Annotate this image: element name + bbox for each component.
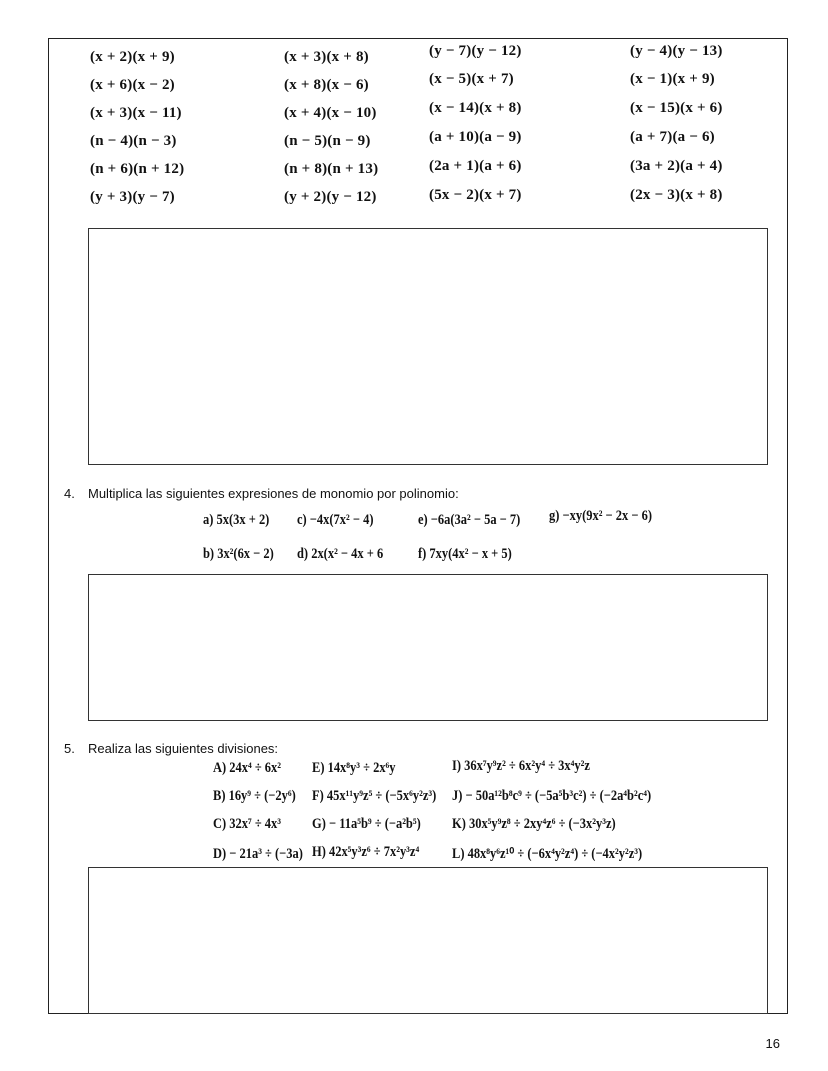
product-expression: (n − 4)(n − 3) xyxy=(90,133,177,149)
exercise-item: E) 14x⁸y³ ÷ 2x⁶y xyxy=(312,760,396,776)
exercise-item: F) 45x¹¹y⁹z⁵ ÷ (−5x⁶y²z³) xyxy=(312,788,437,804)
product-expression: (y − 4)(y − 13) xyxy=(630,43,723,59)
section-instruction: Multiplica las siguientes expresiones de monomio por polinomio: xyxy=(88,486,459,501)
product-expression: (x + 6)(x − 2) xyxy=(90,77,175,93)
product-expression: (5x − 2)(x + 7) xyxy=(429,187,522,203)
product-expression: (2a + 1)(a + 6) xyxy=(429,158,522,174)
product-expression: (2x − 3)(x + 8) xyxy=(630,187,723,203)
section-5-heading xyxy=(64,741,278,756)
exercise-item: f) 7xy(4x² − x + 5) xyxy=(418,546,512,562)
product-expression: (3a + 2)(a + 4) xyxy=(630,158,723,174)
exercise-item: L) 48x⁸y⁶z¹⁰ ÷ (−6x⁴y²z⁴) ÷ (−4x²y²z³) xyxy=(452,846,643,862)
product-expression: (x + 8)(x − 6) xyxy=(284,77,369,93)
page-number: 16 xyxy=(765,1036,780,1051)
product-expression: (n + 8)(n + 13) xyxy=(284,161,379,177)
product-expression: (x + 2)(x + 9) xyxy=(90,49,175,65)
exercise-item: H) 42x⁵y³z⁶ ÷ 7x²y³z⁴ xyxy=(312,844,420,860)
exercise-item: K) 30x⁵y⁹z⁸ ÷ 2xy⁴z⁶ ÷ (−3x²y³z) xyxy=(452,816,616,832)
product-expression: (x − 1)(x + 9) xyxy=(630,71,715,87)
product-expression: (y + 3)(y − 7) xyxy=(90,189,175,205)
exercise-item: C) 32x⁷ ÷ 4x³ xyxy=(213,816,282,832)
exercise-item: I) 36x⁷y⁹z² ÷ 6x²y⁴ ÷ 3x⁴y²z xyxy=(452,758,590,774)
exercise-item: a) 5x(3x + 2) xyxy=(203,512,270,528)
section-number: 5. xyxy=(64,741,75,756)
answer-box-products[interactable] xyxy=(88,228,768,465)
exercise-item: g) −xy(9x² − 2x − 6) xyxy=(549,508,652,524)
exercise-item: G) − 11a⁵b⁹ ÷ (−a²b⁵) xyxy=(312,816,421,832)
product-expression: (y − 7)(y − 12) xyxy=(429,43,522,59)
product-expression: (x − 5)(x + 7) xyxy=(429,71,514,87)
product-expression: (x − 15)(x + 6) xyxy=(630,100,723,116)
product-expression: (x + 3)(x + 8) xyxy=(284,49,369,65)
section-4-heading xyxy=(64,486,459,501)
exercise-item: A) 24x⁴ ÷ 6x² xyxy=(213,760,282,776)
product-expression: (x + 4)(x − 10) xyxy=(284,105,377,121)
product-expression: (x − 14)(x + 8) xyxy=(429,100,522,116)
section-instruction: Realiza las siguientes divisiones: xyxy=(88,741,279,756)
answer-box-section-5[interactable] xyxy=(88,867,768,1014)
exercise-item: b) 3x²(6x − 2) xyxy=(203,546,274,562)
product-expression: (n + 6)(n + 12) xyxy=(90,161,185,177)
exercise-item: B) 16y⁹ ÷ (−2y⁶) xyxy=(213,788,296,804)
exercise-item: e) −6a(3a² − 5a − 7) xyxy=(418,512,521,528)
exercise-item: d) 2x(x² − 4x + 6 xyxy=(297,546,384,562)
section-number: 4. xyxy=(64,486,75,501)
exercise-item: J) − 50a¹²b⁸c⁹ ÷ (−5a⁵b³c²) ÷ (−2a⁴b²c⁴) xyxy=(452,788,652,804)
product-expression: (a + 10)(a − 9) xyxy=(429,129,522,145)
exercise-item: D) − 21a³ ÷ (−3a) xyxy=(213,846,303,862)
product-expression: (a + 7)(a − 6) xyxy=(630,129,715,145)
product-expression: (y + 2)(y − 12) xyxy=(284,189,377,205)
answer-box-section-4[interactable] xyxy=(88,574,768,721)
exercise-item: c) −4x(7x² − 4) xyxy=(297,512,374,528)
product-expression: (x + 3)(x − 11) xyxy=(90,105,182,121)
product-expression: (n − 5)(n − 9) xyxy=(284,133,371,149)
